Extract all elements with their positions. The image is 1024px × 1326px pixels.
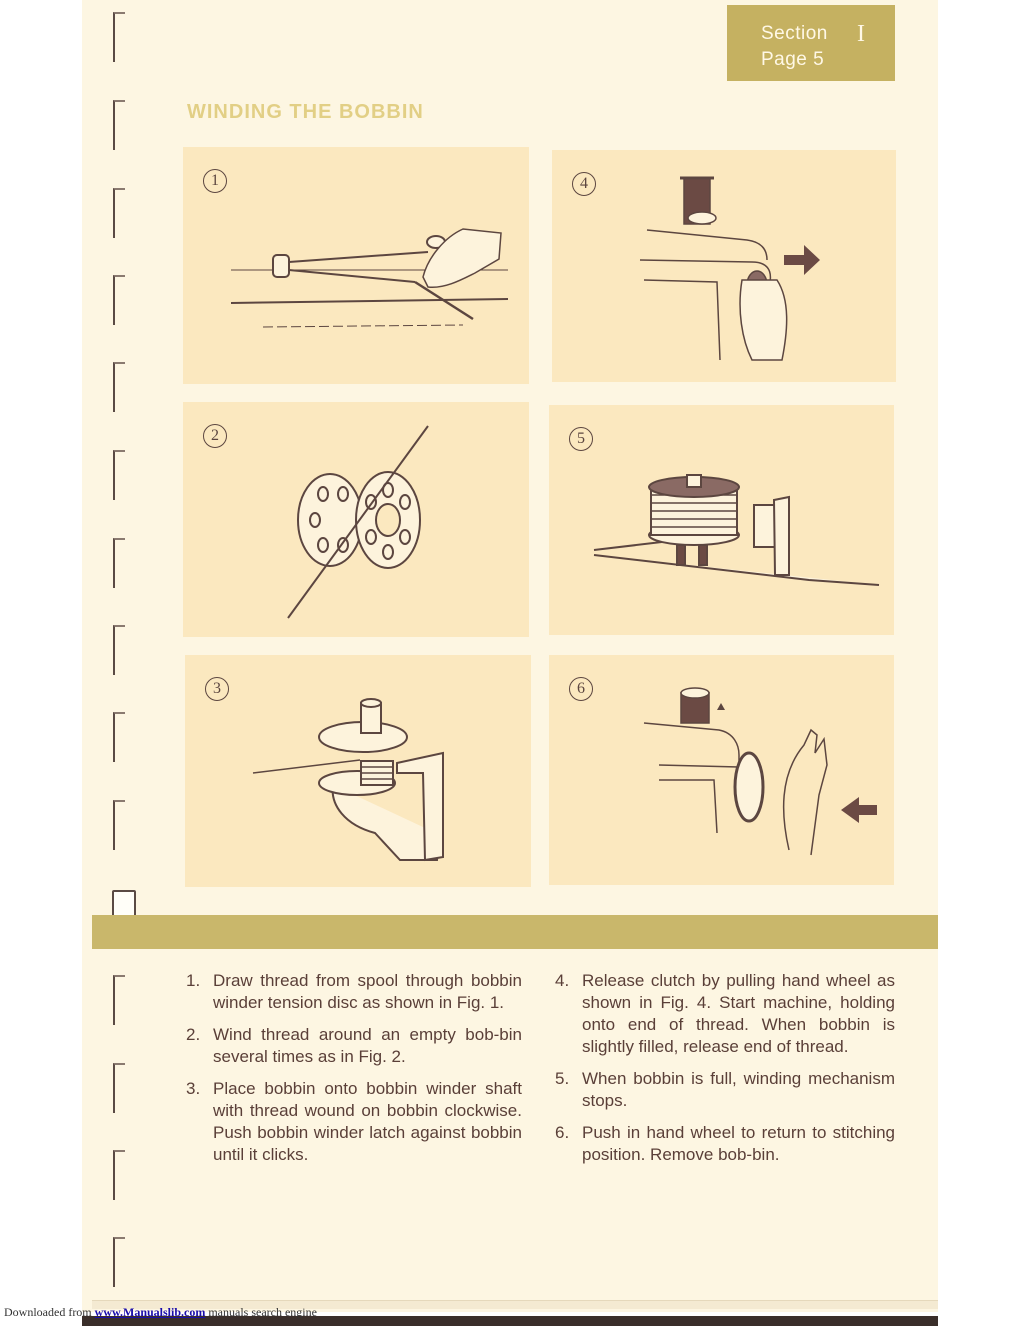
page-title: WINDING THE BOBBIN	[187, 101, 424, 123]
accent-band	[92, 915, 938, 949]
bobbin-on-winder-illustration	[185, 655, 531, 887]
download-footer: Downloaded from www.Manualslib.com manuals search engine	[4, 1305, 317, 1319]
manualslib-link[interactable]: www.Manualslib.com	[94, 1305, 206, 1319]
push-hand-wheel-illustration	[549, 655, 894, 885]
empty-bobbin-illustration	[183, 402, 529, 637]
instruction-step-5: 5. When bobbin is full, winding mechanism stops.	[555, 1069, 895, 1110]
section-label: Section	[761, 23, 828, 44]
figure-6	[549, 655, 894, 885]
binder-ring	[113, 100, 125, 150]
binder-ring	[113, 1063, 125, 1113]
figure-number: 3	[205, 677, 229, 701]
binder-ring	[113, 275, 125, 325]
binder-ring	[113, 12, 125, 62]
figure-number: 5	[569, 427, 593, 451]
figure-1	[183, 147, 529, 384]
figure-5	[549, 405, 894, 635]
instruction-step-2: 2. Wind thread around an empty bob-bin several times as in Fig. 2.	[186, 1025, 522, 1066]
binder-ring	[113, 975, 125, 1025]
figure-3	[185, 655, 531, 887]
figure-number: 1	[203, 169, 227, 193]
section-number: I	[857, 21, 865, 47]
page-number: Page 5	[761, 49, 825, 70]
full-bobbin-illustration	[549, 405, 894, 635]
figure-4	[552, 150, 896, 382]
instruction-step-1: 1. Draw thread from spool through bobbin winder tension disc as shown in Fig. 1.	[186, 971, 522, 1012]
binder-ring	[113, 188, 125, 238]
section-tab	[727, 5, 895, 81]
figure-number: 2	[203, 424, 227, 448]
binder-ring	[113, 1150, 125, 1200]
binder-ring	[113, 1237, 125, 1287]
instruction-step-4: 4. Release clutch by pulling hand wheel as shown in Fig. 4. Start machine, holding onto end of thread. When bobbin is slightly filled, release end of thread.	[555, 971, 895, 1056]
instructions-right-column	[555, 970, 895, 1176]
binder-ring	[113, 362, 125, 412]
figure-2	[183, 402, 529, 637]
instruction-step-3: 3. Place bobbin onto bobbin winder shaft with thread wound on bobbin clockwise. Push bobbin winder latch against bobbin until it clicks.	[186, 1079, 522, 1164]
binder-ring	[113, 538, 125, 588]
figure-number: 4	[572, 172, 596, 196]
binder-ring	[113, 800, 125, 850]
thread-tension-illustration	[183, 147, 529, 384]
binder-ring	[113, 625, 125, 675]
binder-ring	[113, 450, 125, 500]
figure-number: 6	[569, 677, 593, 701]
instruction-step-6: 6. Push in hand wheel to return to stitching position. Remove bob-bin.	[555, 1123, 895, 1164]
pull-hand-wheel-illustration	[552, 150, 896, 382]
instructions-left-column	[186, 970, 522, 1176]
binder-ring	[113, 712, 125, 762]
